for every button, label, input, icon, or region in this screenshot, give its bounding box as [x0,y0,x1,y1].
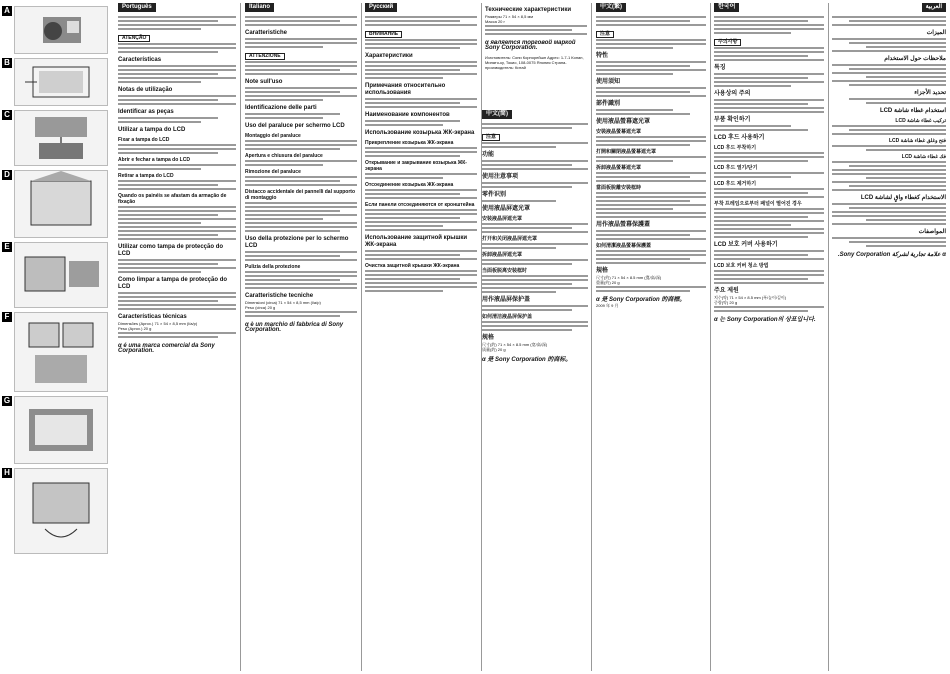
spec-ru-dim: Размеры 71 × 54 × 8,5 мм [485,14,533,19]
figure-f-reassemble [14,312,108,392]
section-zhs-2: 零件识别 [482,192,507,198]
section-zhs-1: 使用注意事项 [482,174,519,180]
column-russian [365,3,477,671]
section-zhs-8: 用作液晶屏保护盖 [482,297,531,303]
spec-zht-dim: 尺寸(約) 71 × 54 × 8.5 mm (寬/高/深) [596,275,662,280]
trademark-ko: α 는 Sony Corporation의 상표입니다. [714,317,816,323]
spec-zhs-dim: 尺寸(约) 71 × 54 × 8.5 mm (宽/高/深) [482,342,548,347]
trademark-zhs: α 是 Sony Corporation 的商标。 [482,357,572,363]
section-pt-7: Quando os painéis se afastam da armação de fixação [118,193,227,205]
section-ru-6: Открывание и закрывание козырька ЖК-экрана [365,160,467,172]
section-ru-1: Характеристики [365,53,413,59]
section-ko-5: LCD 후드 열기/닫기 [714,165,758,171]
section-ar-3: استخدام غطاء شاشة LCD [879,108,946,114]
camera-illustration [15,7,107,53]
section-ko-9: LCD 보호 커버 청소 방법 [714,263,769,269]
warning-it: ATTENZIONE [245,53,285,60]
column-arabic [832,3,946,671]
section-pt-3: Utilizar a tampa do LCD [118,127,186,133]
trademark-ru: α является торговой маркой Sony Corporation. [485,40,576,51]
section-pt-2: Identificar as peças [118,109,174,115]
section-ar-2: تحديد الأجزاء [914,90,946,96]
parts-illustration [15,59,107,105]
section-ar-8: المواصفات [918,229,946,235]
cleaning-illustration [15,469,107,553]
section-ko-1: 사용상의 주의 [714,91,751,97]
lang-header-ar: العربية [922,3,946,12]
section-zht-10: 規格 [596,268,609,274]
section-ru-8: Если панели отсоединяются от кронштейна [365,202,475,208]
figure-label-d: D [2,170,12,180]
open-close-illustration [15,171,107,237]
section-zht-0: 特性 [596,53,609,59]
spec-pt-weight: Peso (Aprox.) 20 g [118,326,152,331]
column-italian [245,3,357,671]
figure-label-g: G [3,396,11,405]
spec-pt-dim: Dimensões (Aprox.) 71 × 54 × 8,5 mm (l/a/p) [118,321,198,326]
lang-header-pt: Português [118,3,156,12]
section-ko-3: LCD 후드 사용하기 [714,135,765,141]
figure-label-b: B [2,58,12,68]
section-pt-9: Como limpar a tampa de protecção do LCD [118,277,228,290]
section-zhs-9: 如何清洁液晶屏保护盖 [482,314,533,320]
section-ar-7: الاستخدام كغطاء واقٍ لشاشة LCD [860,195,946,201]
spec-zht-weight: 重量(約) 20 g [596,280,620,285]
spec-it-dim: Dimensioni (circa) 71 × 54 × 8,5 mm (l/a/p) [245,300,321,305]
section-zht-3: 使用液晶螢幕遮光罩 [596,119,651,125]
section-it-0: Caratteristiche [245,30,288,36]
section-pt-5: Abrir e fechar a tampa do LCD [118,157,190,163]
section-zhs-0: 功能 [482,152,495,158]
section-pt-8: Utilizar como tampa de protecção do LCD [118,244,224,257]
section-it-5: Apertura e chiusura del paraluce [245,153,323,159]
column-portuguese [118,3,236,671]
figure-e-remove [14,242,108,308]
figure-g-protect-cover [14,396,108,464]
section-ru-5: Прикрепление козырька ЖК-экрана [365,140,454,146]
section-ko-10: 주요 제원 [714,288,739,294]
section-zhs-3: 使用液晶屏遮光罩 [482,206,531,212]
spec-ko-dim: 치수(약) 71 × 54 × 8.5 mm (폭/높이/깊이) [714,295,787,300]
figure-d-open-close [14,170,108,238]
section-pt-10: Características técnicas [118,314,187,320]
trademark-pt: α é uma marca comercial da Sony Corporation. [118,343,215,354]
section-ko-6: LCD 후드 제거하기 [714,181,757,187]
spec-ru-weight: Масса 20 г [485,19,505,24]
spec-zhs-weight: 质量(约) 20 g [482,347,506,352]
figure-label-a: A [2,6,12,16]
warning-ko: 주의사항 [714,39,741,46]
attach-illustration [15,111,107,165]
lang-header-ko: 한국어 [714,3,739,12]
section-it-10: Caratteristiche tecniche [245,293,314,299]
section-zhs-7: 当面板脱离安装框时 [482,268,528,274]
section-zht-5: 打開和關閉液晶螢幕遮光罩 [596,149,657,155]
reassemble-illustration [15,313,107,391]
section-ko-0: 특징 [714,65,726,71]
spec-ko-weight: 중량(약) 20 g [714,300,738,305]
section-it-8: Uso della protezione per lo schermo LCD [245,236,349,249]
lang-header-zhs: 中文(简) [482,110,512,119]
figure-label-e: E [2,242,12,252]
section-pt-4: Fixar a tampa do LCD [118,137,170,143]
section-it-4: Montaggio del paraluce [245,133,301,139]
section-ko-4: LCD 후드 부착하기 [714,145,757,151]
figure-b-parts [14,58,108,106]
section-ko-7: 부착 프레임으로부터 패널이 떨어진 경우 [714,201,802,207]
figure-label-f: F [2,312,12,322]
section-ar-6: فك غطاء شاشة LCD [901,154,946,160]
section-ru-10: Очистка защитной крышки ЖК-экрана [365,263,460,269]
figure-label-h: H [2,468,12,478]
lang-header-zht: 中文(繁) [596,3,626,12]
section-ko-8: LCD 보호 커버 사용하기 [714,242,778,248]
section-it-3: Uso del paraluce per schermo LCD [245,123,345,129]
section-ar-0: الميزات [926,30,946,36]
section-it-1: Note sull'uso [245,79,283,85]
protect-cover-illustration [15,397,107,463]
section-zhs-6: 拆卸液晶屏遮光罩 [482,252,523,258]
section-ru-7: Отсоединение козырька ЖК-экрана [365,182,454,188]
section-zht-6: 拆卸液晶螢幕遮光罩 [596,165,642,171]
section-pt-0: Características [118,57,162,63]
section-zhs-10: 规格 [482,335,495,341]
section-zht-7: 當面板脫離安裝框時 [596,185,642,191]
trademark-zht: α 是 Sony Corporation 的商標。 [596,297,686,303]
printed-date-zht: 2009 年 9 月 [596,303,619,308]
figure-label-c: C [2,110,12,120]
figure-c-attach [14,110,108,166]
section-zht-9: 如何清潔液晶螢幕保護蓋 [596,243,652,249]
warning-zht: 注意 [596,31,614,38]
section-it-6: Rimozione del paraluce [245,169,301,175]
section-ru-2: Примечания относительно использования [365,83,446,96]
trademark-it: α è un marchio di fabbrica di Sony Corporation. [245,322,344,333]
section-ru-4: Использование козырька ЖК-экрана [365,130,475,136]
section-ru-9: Использование защитной крышки ЖК-экрана [365,235,468,248]
lang-header-ru: Русский [365,3,397,12]
warning-pt: ATENÇÃO [118,35,150,42]
section-zhs-5: 打开和关闭液晶屏遮光罩 [482,236,538,242]
section-pt-1: Notas de utilização [118,87,173,93]
manufacturer-address-ru: Изготовитель: Сони Корпорейшн Адрес: 1-7-1 Конан, Минато-ку, Токио, 108-0075 Япония Страна-производитель: Китай [485,55,584,70]
warning-ru: ВНИМАНИЕ [365,31,402,38]
section-it-7: Distacco accidentale dei pannelli dal supporto di montaggio [245,189,356,201]
section-zht-2: 部件識別 [596,101,621,107]
trademark-ar: α علامة تجارية لشركة Sony Corporation. [837,252,946,258]
section-ru-3: Наименование компонентов [365,112,450,118]
section-zhs-4: 安装液晶屏遮光罩 [482,216,523,222]
section-it-2: Identificazione delle parti [245,105,317,111]
section-zht-8: 用作液晶螢幕保護蓋 [596,222,651,228]
remove-illustration [15,243,107,307]
lang-header-it: Italiano [245,3,274,12]
section-ar-1: ملاحظات حول الاستخدام [884,56,946,62]
spec-it-weight: Peso (circa) 20 g [245,305,276,310]
figure-h-cleaning [14,468,108,554]
warning-zhs: 注意 [482,134,500,141]
figure-strip [0,0,110,674]
section-ar-4: تركيب غطاء شاشة LCD [895,118,946,124]
column-chinese-simplified [482,110,588,670]
section-ar-5: فتح وغلق غطاء شاشة LCD [889,138,946,144]
section-it-9: Pulizia della protezione [245,264,301,270]
column-korean [714,3,824,671]
section-zht-1: 使用須知 [596,79,621,85]
figure-a-camera-with-hood [14,6,108,54]
section-ru-0: Технические характеристики [485,7,572,13]
section-zht-4: 安裝液晶螢幕遮光罩 [596,129,642,135]
section-ko-2: 부품 확인하기 [714,117,751,123]
column-chinese-traditional [596,3,706,671]
section-pt-6: Retirar a tampa do LCD [118,173,174,179]
